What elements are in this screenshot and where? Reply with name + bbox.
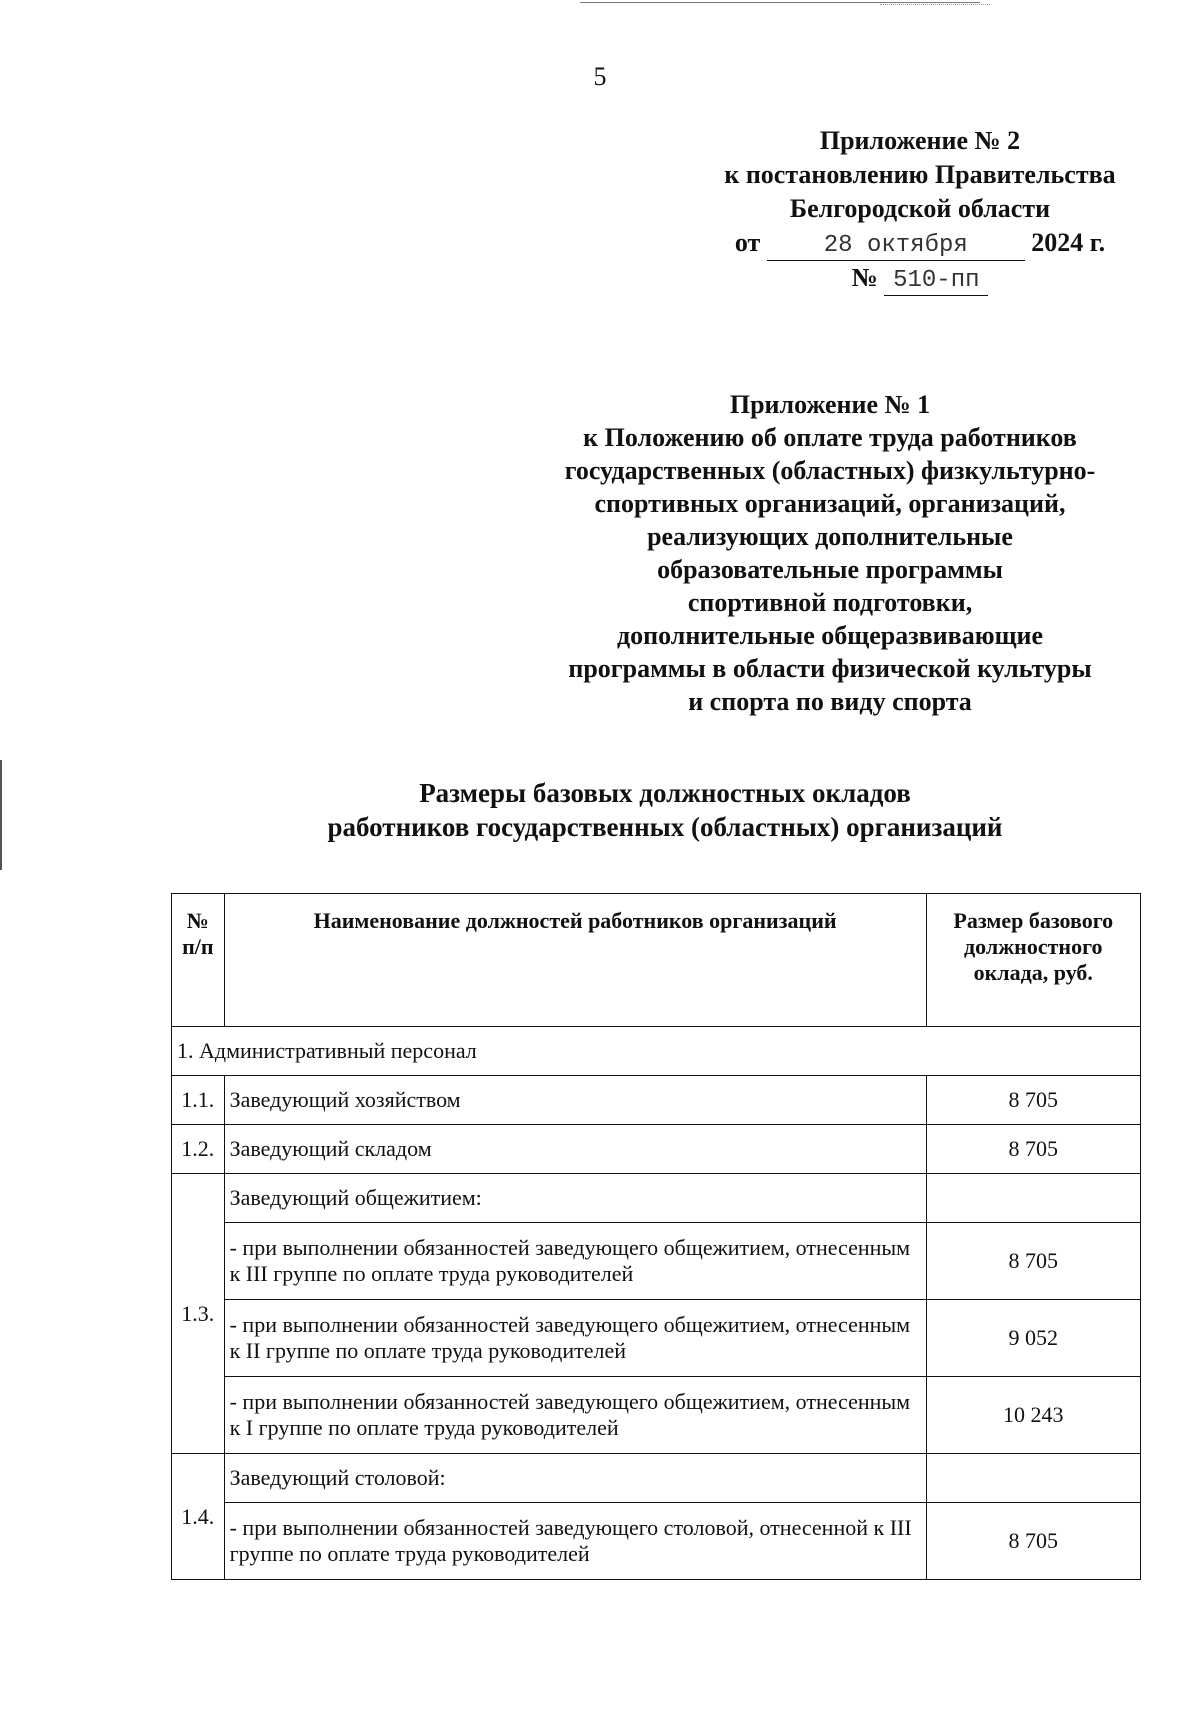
header-size: Размер базового должностного оклада, руб. [926, 894, 1140, 1027]
decree-date: 28 октября [823, 232, 968, 259]
header-name: Наименование должностей работников организаций [224, 894, 926, 1027]
scan-artifact-line [880, 4, 990, 5]
row-size: 8 705 [926, 1503, 1140, 1580]
document-title [0, 776, 1200, 844]
page-number: 5 [593, 62, 607, 91]
appendix-1-line: государственных (областных) физкультурно- [564, 456, 1096, 485]
date-suffix: 2024 г. [1031, 228, 1106, 257]
table-row [172, 1223, 1141, 1300]
number-prefix: № [851, 263, 878, 292]
row-name: Заведующий столовой: [224, 1454, 926, 1503]
row-name: - при выполнении обязанностей заведующего общежитием, отнесенным к I группе по оплате труда руководителей [224, 1377, 926, 1454]
appendix-1-line: Приложение № 1 [729, 390, 931, 419]
section-administrative: 1. Административный персонал [172, 1027, 1141, 1076]
decree-number: 510-пп [893, 267, 980, 294]
appendix-1-header [520, 388, 1140, 718]
row-num: 1.2. [172, 1125, 225, 1174]
row-name: - при выполнении обязанностей заведующего столовой, отнесенной к III группе по оплате труда руководителей [224, 1503, 926, 1580]
title-line: работников государственных (областных) организаций [327, 812, 1003, 842]
row-name: Заведующий хозяйством [224, 1076, 926, 1125]
row-size: 9 052 [926, 1300, 1140, 1377]
appendix-1-line: спортивных организаций, организаций, [594, 489, 1066, 518]
row-size: 10 243 [926, 1377, 1140, 1454]
row-name: - при выполнении обязанностей заведующего общежитием, отнесенным к III группе по оплате труда руководителей [224, 1223, 926, 1300]
table-row [172, 1300, 1141, 1377]
table-row [172, 1174, 1141, 1223]
appendix-2-title: Приложение № 2 [819, 126, 1021, 155]
table-header-row [172, 894, 1141, 1027]
row-size: 8 705 [926, 1125, 1140, 1174]
table-row [172, 1076, 1141, 1125]
appendix-1-line: реализующих дополнительные [647, 522, 1013, 551]
appendix-1-line: образовательные программы [657, 555, 1003, 584]
row-num: 1.1. [172, 1076, 225, 1125]
appendix-1-line: программы в области физической культуры [568, 654, 1092, 683]
row-num: 1.3. [172, 1174, 225, 1454]
row-name: Заведующий складом [224, 1125, 926, 1174]
appendix-2-line: к постановлению Правительства [724, 160, 1116, 189]
row-size-empty [926, 1454, 1140, 1503]
decree-date-line [640, 226, 1200, 261]
scan-artifact-line [580, 2, 980, 3]
number-blank [884, 264, 988, 296]
table-section-row [172, 1027, 1141, 1076]
salary-table [171, 893, 1141, 1580]
appendix-1-line: и спорта по виду спорта [688, 687, 972, 716]
appendix-1-line: спортивной подготовки, [687, 588, 973, 617]
row-size: 8 705 [926, 1076, 1140, 1125]
date-blank [767, 229, 1025, 261]
table-row [172, 1377, 1141, 1454]
row-num: 1.4. [172, 1454, 225, 1580]
appendix-2-header [640, 124, 1200, 296]
title-line: Размеры базовых должностных окладов [419, 778, 911, 808]
date-prefix: от [734, 228, 761, 257]
row-size-empty [926, 1174, 1140, 1223]
table-row [172, 1454, 1141, 1503]
appendix-2-line: Белгородской области [789, 194, 1051, 223]
row-name: Заведующий общежитием: [224, 1174, 926, 1223]
header-num: № п/п [172, 894, 225, 1027]
decree-number-line [640, 261, 1200, 296]
row-size: 8 705 [926, 1223, 1140, 1300]
table-row [172, 1125, 1141, 1174]
appendix-1-line: дополнительные общеразвивающие [616, 621, 1044, 650]
row-name: - при выполнении обязанностей заведующего общежитием, отнесенным к II группе по оплате труда руководителей [224, 1300, 926, 1377]
appendix-1-line: к Положению об оплате труда работников [583, 423, 1077, 452]
table-row [172, 1503, 1141, 1580]
